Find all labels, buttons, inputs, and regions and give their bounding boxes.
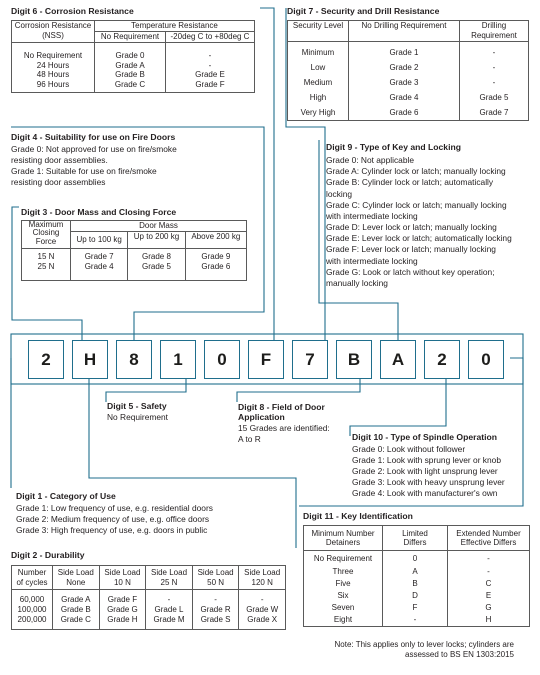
d6-header-2: Temperature Resistance [95, 21, 255, 32]
d3-col-3: Grade 8 Grade 5 [128, 249, 185, 281]
code-digit-10: 2 [424, 340, 460, 379]
code-digit-8: B [336, 340, 372, 379]
d7-cell: - [492, 48, 496, 57]
table-row [288, 42, 529, 121]
digit-7-table [287, 20, 529, 121]
d6-header-2a: No Requirement [95, 32, 166, 43]
d7-cell: Grade 3 [389, 77, 419, 87]
d6-col-2: Grade 0 Grade A Grade B Grade C [95, 43, 166, 93]
d3-col-4: Grade 9 Grade 6 [185, 249, 246, 281]
d7-cell: Very High [300, 107, 336, 117]
code-digit-3: 8 [116, 340, 152, 379]
d11-cell: No Requirement [313, 554, 373, 564]
d11-cell: Five [335, 578, 351, 588]
d11-cell: - [487, 566, 490, 576]
d6-h1: Corrosion Resistance [14, 21, 92, 30]
digit-1-title: Digit 1 - Category of Use [16, 491, 116, 501]
d2-col-120n: - Grade W Grade X [239, 590, 286, 630]
d11-cell: Eight [333, 615, 353, 625]
d11-cell: E [485, 590, 492, 600]
d7-cell: Minimum [301, 48, 335, 57]
d3-header-2: Door Mass [71, 221, 247, 232]
d7-drill [460, 42, 529, 121]
d2-header-50n: Side Load 50 N [192, 566, 239, 590]
code-digit-2: H [72, 340, 108, 379]
d7-header-2: No Drilling Requirement [349, 21, 460, 42]
d2-col-cycles: 60,000 100,000 200,000 [12, 590, 53, 630]
d3-header-2b: Up to 200 kg [128, 232, 185, 249]
d11-cell: B [412, 578, 418, 588]
d7-header-1: Security Level [288, 21, 349, 42]
d11-cell: D [412, 590, 418, 600]
digit-6-title: Digit 6 - Corrosion Resistance [11, 6, 134, 16]
d11-header-3: Extended Number Effective Differs [448, 526, 530, 551]
digit-11-table [303, 525, 530, 627]
d11-cell: A [412, 566, 418, 576]
code-digit-5: 0 [204, 340, 240, 379]
d2-col-none: Grade A Grade B Grade C [53, 590, 100, 630]
d11-cell: Seven [331, 603, 355, 612]
digit-8-title: Digit 8 - Field of Door Application [238, 402, 325, 423]
lock-classification-code [21, 340, 513, 379]
code-digit-6: F [248, 340, 284, 379]
digit-5-title: Digit 5 - Safety [107, 401, 167, 411]
d7-cell: Grade 5 [479, 92, 509, 102]
d6-h1b: (NSS) [42, 31, 64, 40]
digit-7-title: Digit 7 - Security and Drill Resistance [287, 6, 440, 16]
d11-cell: - [487, 554, 490, 564]
code-digit-4: 1 [160, 340, 196, 379]
d7-cell: Grade 4 [389, 92, 419, 102]
d11-extended [448, 551, 530, 627]
d2-col-10n: Grade F Grade G Grade H [99, 590, 146, 630]
connector-digit-10 [350, 379, 446, 436]
d3-header-1: Maximum Closing Force [22, 221, 71, 249]
d11-cell: C [485, 578, 492, 588]
table-row [304, 551, 530, 627]
d7-cell: Grade 1 [389, 48, 419, 57]
d7-cell: Grade 7 [479, 107, 509, 117]
digit-11-title: Digit 11 - Key Identification [303, 511, 413, 521]
digit-6-table [11, 20, 255, 93]
digit-1-text: Grade 1: Low frequency of use, e.g. residential doors Grade 2: Medium frequency of use, e.g. office doors Grade 3: High frequency of use, e.g. doors in public [16, 503, 213, 536]
d11-cell: H [485, 615, 492, 625]
d7-cell: Grade 2 [389, 62, 419, 72]
d3-col-2: Grade 7 Grade 4 [71, 249, 128, 281]
d2-header-25n: Side Load 25 N [146, 566, 193, 590]
digit-3-title: Digit 3 - Door Mass and Closing Force [21, 207, 177, 217]
digit-5-text: No Requirement [107, 412, 168, 422]
connector-digit-8 [237, 379, 360, 402]
d7-cell: Low [310, 62, 326, 72]
d2-header-none: Side Load None [53, 566, 100, 590]
d7-cell: - [492, 62, 496, 72]
d3-col-1: 15 N 25 N [22, 249, 71, 281]
d7-cell: High [309, 92, 327, 102]
d11-cell: G [485, 603, 492, 612]
d2-col-25n: - Grade L Grade M [146, 590, 193, 630]
code-digit-9: A [380, 340, 416, 379]
d6-header-1 [12, 21, 95, 43]
digit-2-table [11, 565, 286, 630]
d7-cell: Grade 6 [389, 107, 419, 117]
d11-cell: - [413, 615, 417, 625]
code-digit-11: 0 [468, 340, 504, 379]
connector-digit-6 [260, 8, 274, 340]
d3-header-2a: Up to 100 kg [71, 232, 128, 249]
d7-header-3: Drilling Requirement [460, 21, 529, 42]
d2-header-120n: Side Load 120 N [239, 566, 286, 590]
d3-header-2c: Above 200 kg [185, 232, 246, 249]
digit-3-table [21, 220, 247, 281]
d11-cell: 0 [412, 554, 418, 564]
d11-limited [383, 551, 448, 627]
code-digit-1: 2 [28, 340, 64, 379]
d11-header-2: Limited Differs [383, 526, 448, 551]
d7-cell: Medium [303, 77, 333, 87]
d7-cell: - [492, 77, 496, 87]
connector-digit-5 [106, 379, 186, 402]
code-digit-7: 7 [292, 340, 328, 379]
digit-4-title: Digit 4 - Suitability for use on Fire Doors [11, 132, 176, 142]
d2-header-cycles: Number of cycles [12, 566, 53, 590]
digit-4-text: Grade 0: Not approved for use on fire/smoke resisting door assemblies. Grade 1: Suitable for use on fire/smoke resisting door assemblies [11, 144, 177, 188]
digit-9-text: Grade 0: Not applicable Grade A: Cylinder lock or latch; manually locking Grade B: Cylinder lock or latch; automatically locking Grade C: Cylinder lock or latch; manually locking with intermediate locking Grade D: Lever lock or latch; manually locking Grade E: Lever lock or latch; automatically locking Grade F: Lever lock or latch; manually locking with intermediate locking Grade G: Look or latch without key operation; manually locking [326, 155, 512, 288]
digit-8-text: 15 Grades are identified: A to R [238, 423, 330, 445]
d2-header-10n: Side Load 10 N [99, 566, 146, 590]
d11-cell: F [412, 603, 418, 612]
d6-col-3: - - Grade E Grade F [166, 43, 255, 93]
d7-level [288, 42, 349, 121]
d11-header-1: Minimum Number Detainers [304, 526, 383, 551]
d11-cell: Six [337, 590, 349, 600]
d11-cell: Three [332, 566, 354, 576]
d11-detainers [304, 551, 383, 627]
digit-2-title: Digit 2 - Durability [11, 550, 85, 560]
d7-no-drill [349, 42, 460, 121]
d2-col-50n: - Grade R Grade S [192, 590, 239, 630]
digit-10-text: Grade 0: Look without follower Grade 1: Look with sprung lever or knob Grade 2: Look with light unsprung lever Grade 3: Look with heavy unsprung lever Grade 4: Look with manufacturer's own [352, 444, 505, 499]
d6-header-2b: -20deg C to +80deg C [166, 32, 255, 43]
digit-10-title: Digit 10 - Type of Spindle Operation [352, 432, 497, 442]
digit-9-title: Digit 9 - Type of Key and Locking [326, 142, 461, 152]
d6-col-1: No Requirement 24 Hours 48 Hours 96 Hours [12, 43, 95, 93]
digit-11-note: Note: This applies only to lever locks; cylinders are assessed to BS EN 1303:2015 [334, 640, 514, 659]
